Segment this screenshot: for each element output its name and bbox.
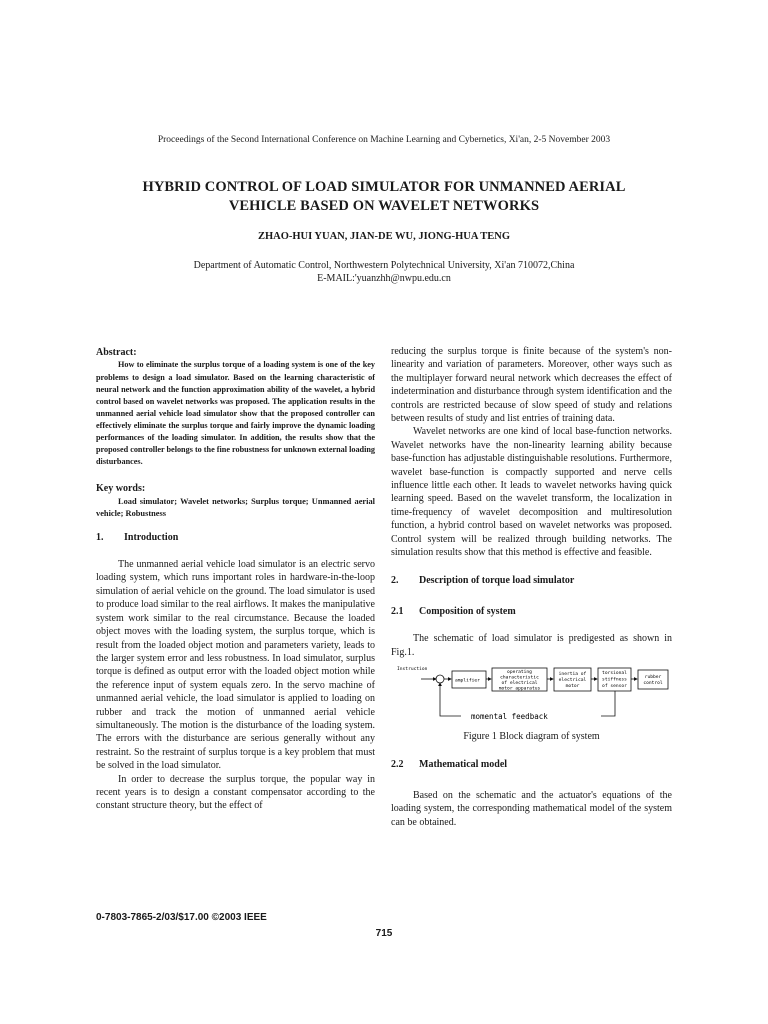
rubber-label-2: control [643,681,663,687]
right-para-2: Wavelet networks are one kind of local base-function networks. Wavelet networks have the non-linearity learning ability because base-function has adjustable distinguishable resolutions. Furthermore, wavelet base-function is compactly supported and nerve cells influence little each other. It leads to wavelet networks having quick learning speed. Based on the wavelet transform, the localization in time-frequency of wavelet decomposition and multiresolution function, a hybrid control based on wavelet networks was proposed. Control system will be realized through building networks. The simulation results show that this method is effective and feasible. [391,426,672,559]
feedback-label: momental feedback [471,712,548,722]
rubber-label-1: rubber [644,675,662,681]
proceedings-header: Proceedings of the Second International Conference on Machine Learning and Cybernetics, Xi'an, 2-5 November 2003 [157,135,611,145]
figure-1-caption: Figure 1 Block diagram of system [463,731,600,743]
block-diagram [391,662,672,730]
section-2-1-number: 2.1 [391,605,404,617]
section-1-number: 1. [96,531,104,543]
torsional-label-1: torsional [602,671,627,677]
affiliation: Department of Automatic Control, Northwestern Polytechnical University, Xi'an 710072,China [193,260,575,271]
operating-label-1: operating [507,670,532,676]
affiliation-block [0,259,768,285]
left-column [96,346,375,813]
amplifier-label: amplifier [455,678,480,684]
inertia-label-1: inertia of [558,672,587,678]
section-2-number: 2. [391,574,399,586]
right-para-1: reducing the surplus torque is finite because of the system's non-linearity and variation of parameters. Moreover, other ways such as the multiplayer forward neural network which decreases the effect of indetermination and disturbance through system identification and the controls are restricted because of slow speed of study and relations between results of study and list entries of training data. [391,346,672,425]
keywords-body: Load simulator; Wavelet networks; Surplus torque; Unmanned aerial vehicle; Robustness [96,496,375,519]
section-1-para-2: In order to decrease the surplus torque, the popular way in recent years is to design a constant compensator according to the constant structure theory, but the effect of [96,773,375,812]
section-1-para-1: The unmanned aerial vehicle load simulator is an electric servo loading system, which runs important roles in hardware-in-the-loop simulation of aerial vehicle on the ground. The load simulator is used to produce load similar to the real airflows. It makes the manipulative system work similar to the real circumstance. Because the loaded object moves with the loading system, the surplus torque, which is result from the loaded object motion and parameters variety, leads to the larger system error and less robustness. In load simulator, surplus torque is defined as output error with the loaded object motion while the reference input of system equals zero. In the servo machine of unmanned aerial vehicle, the load simulator is applied to loading on rubber and track the motion of unmanned aerial vehicle simultaneously. The motion is the disturbance of the loading system. The errors with the disturbance are serious generally without any restraint. So the restraint of surplus torque is a key problem that must be solved in the load simulator. [96,559,375,772]
operating-label-3: of electrical [501,681,538,687]
section-2-1-title: Composition of system [419,605,516,617]
instruction-label: Instruction [397,667,428,673]
section-2-2-title: Mathematical model [419,758,508,770]
section-2-2-para: Based on the schematic and the actuator's equations of the loading system, the corresponding mathematical model of the system can be obtained. [391,789,672,828]
keywords-heading: Key words: [96,483,146,495]
torsional-label-2: stiffness [602,677,627,683]
section-2-1-heading [391,605,672,618]
abstract-heading: Abstract: [96,347,137,358]
section-2-heading [391,574,672,587]
operating-label-2: characteristic [500,675,539,681]
section-1-heading [96,531,375,544]
inertia-label-3: motor [565,684,580,690]
torsional-label-3: of sensor [602,684,627,690]
title-line-1: HYBRID CONTROL OF LOAD SIMULATOR FOR UNMANNED AERIAL [142,179,626,195]
title-line-2: VEHICLE BASED ON WAVELET NETWORKS [228,198,540,214]
abstract-body: How to eliminate the surplus torque of a loading system is one of the key problems to design a load simulator. Based on the learning characteristic of neural network and the function approximation ability of the wavelet, a hybrid control based on wavelet networks was proposed. The application results in the unmanned aerial vehicle load simulator show that the proposed controller can effectively eliminate the surplus torque and fairly improve the dynamic loading performances of the loading simulator. In addition, the results show that the proposed controller belongs to the fine robustness for unknown external loading disturbances. [96,360,376,467]
section-1-title: Introduction [124,531,179,543]
section-2-1-para: The schematic of load simulator is predigested as shown in Fig.1. [391,633,672,658]
right-column [391,345,672,829]
authors: ZHAO-HUI YUAN, JIAN-DE WU, JIONG-HUA TENG [257,231,511,242]
section-2-2-heading [391,758,672,771]
operating-label-4: motor apparatus [498,686,541,692]
summing-junction [436,675,444,683]
copyright-footer: 0-7803-7865-2/03/$17.00 ©2003 IEEE [96,912,267,923]
email: E-MAIL:'yuanzhh@nwpu.edu.cn [317,273,451,284]
inertia-label-2: electrical [558,678,587,684]
section-2-2-number: 2.2 [391,758,404,770]
section-2-title: Description of torque load simulator [419,574,575,586]
block-diagram-svg [391,662,672,730]
paper-title [60,178,708,216]
page-number: 715 [375,928,393,939]
